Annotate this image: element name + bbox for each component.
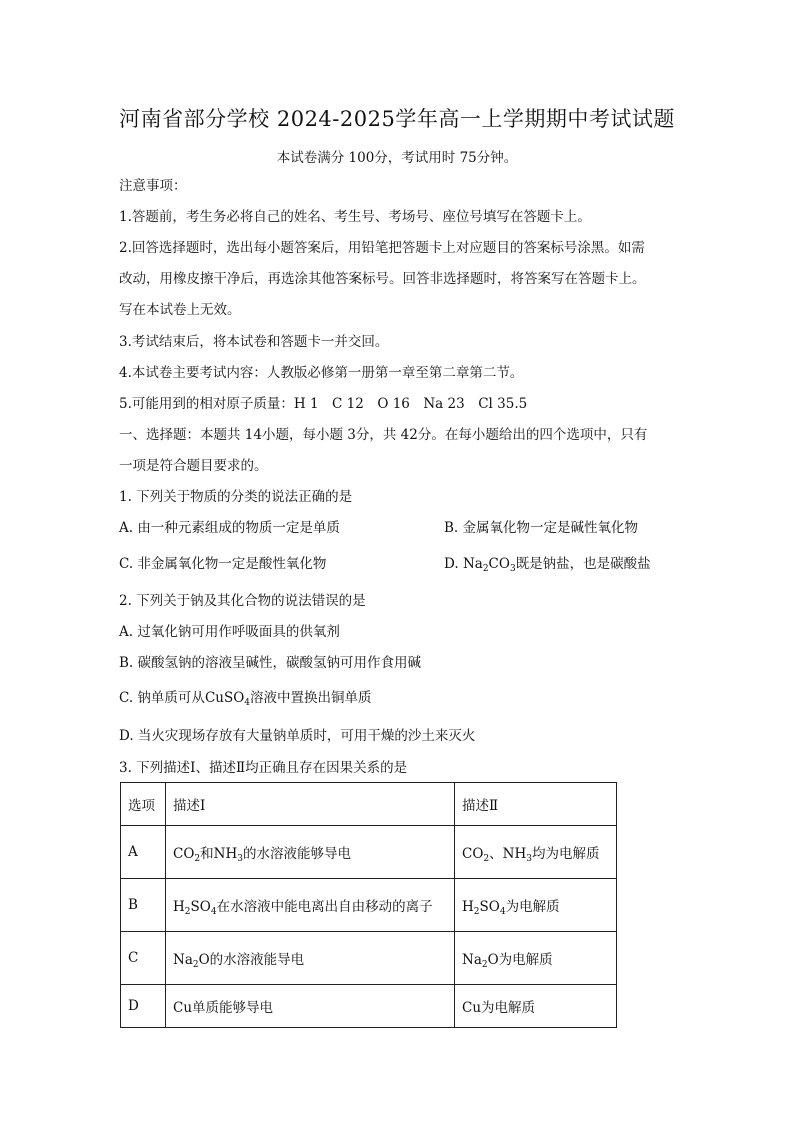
formula-subscript: 2 <box>481 960 488 970</box>
notice-item-3: 3.考试结束后，将本试卷和答题卡一并交回。 <box>119 334 389 350</box>
formula-subscript: 2 <box>184 907 191 917</box>
notice-item-2-line-2: 改动，用橡皮擦干净后，再选涂其他答案标号。回答非选择题时，将答案写在答题卡上。 <box>119 271 646 287</box>
option-d-label: D. <box>444 556 463 572</box>
formula-part: CO <box>462 846 484 862</box>
formula-subscript: 4 <box>210 907 217 917</box>
formula-subscript: 3 <box>509 564 516 574</box>
formula-part: CuSO <box>204 690 245 706</box>
row-description-2 <box>455 879 617 932</box>
row-option: D <box>121 985 166 1028</box>
row-option: A <box>121 826 166 879</box>
table-row <box>121 932 617 985</box>
formula-part: H <box>462 899 474 915</box>
formula-subscript: 2 <box>192 960 199 970</box>
notice-item-2-line-1: 2.回答选择题时，选出每小题答案后，用铅笔把答题卡上对应题目的答案标号涂黑。如需 <box>119 240 645 256</box>
row-description-1 <box>166 932 455 985</box>
option-d-text: 既是钠盐，也是碳酸盐 <box>515 556 651 572</box>
row-description-2 <box>455 932 617 985</box>
formula-subscript: 2 <box>482 564 489 574</box>
section-heading-line-1: 一、选择题：本题共 14小题，每小题 3分，共 42分。在每小题给出的四个选项中，只有 <box>119 427 648 443</box>
description-text: 在水溶液中能电离出自由移动的离子 <box>216 899 433 915</box>
formula-part: SO <box>479 899 500 915</box>
formula-part: Na <box>173 952 193 968</box>
description-text: O的水溶液能导电 <box>198 952 305 968</box>
description-text: 的水溶液能够导电 <box>242 846 351 862</box>
page-title: 河南省部分学校 2024-2025学年高一上学期期中考试试题 <box>119 107 675 131</box>
row-description-1: Cu单质能够导电 <box>166 985 455 1028</box>
formula-part: SO <box>190 899 211 915</box>
option-c-prefix: C. 钠单质可从 <box>119 690 205 706</box>
formula-part: H <box>173 899 185 915</box>
question-1-option-d <box>444 555 651 573</box>
formula-subscript: 2 <box>194 854 201 864</box>
table-header-row <box>121 783 617 826</box>
question-1-stem: 1. 下列关于物质的分类的说法正确的是 <box>119 489 353 505</box>
formula-subscript: 2 <box>473 907 480 917</box>
notice-heading: 注意事项： <box>119 178 187 194</box>
question-1-option-a: A. 由一种元素组成的物质一定是单质 <box>119 520 340 536</box>
header-description-1: 描述Ⅰ <box>166 783 455 826</box>
section-heading-line-2: 一项是符合题目要求的。 <box>119 458 268 474</box>
formula-part: CO <box>488 556 510 572</box>
formula-subscript: 3 <box>237 854 243 864</box>
formula-part: Na <box>462 952 482 968</box>
table-row <box>121 985 617 1028</box>
question-1-option-c: C. 非金属氧化物一定是酸性氧化物 <box>119 556 327 572</box>
question-1-option-b: B. 金属氧化物一定是碱性氧化物 <box>444 520 639 536</box>
formula-subscript: 4 <box>499 907 506 917</box>
question-2-option-a: A. 过氧化钠可用作呼吸面具的供氧剂 <box>119 624 340 640</box>
header-description-2: 描述Ⅱ <box>455 783 617 826</box>
row-description-2: Cu为电解质 <box>455 985 617 1028</box>
question-2-option-d: D. 当火灾现场存放有大量钠单质时，可用干燥的沙土来灭火 <box>119 728 476 744</box>
table-row <box>121 826 617 879</box>
question-3-stem: 3. 下列描述Ⅰ、描述Ⅱ均正确且存在因果关系的是 <box>119 760 408 776</box>
row-description-2 <box>455 826 617 879</box>
notice-item-2-line-3: 写在本试卷上无效。 <box>119 302 241 318</box>
formula-part: 、NH <box>489 846 527 862</box>
formula-part: 和NH <box>200 846 238 862</box>
notice-item-1: 1.答题前，考生务必将自己的姓名、考生号、考场号、座位号填写在答题卡上。 <box>119 209 591 225</box>
table-row <box>121 879 617 932</box>
row-description-1 <box>166 826 455 879</box>
question-2-option-b: B. 碳酸氢钠的溶液呈碱性，碳酸氢钠可用作食用碱 <box>119 655 422 671</box>
row-option: B <box>121 879 166 932</box>
formula-subscript: 2 <box>483 854 490 864</box>
description-text: O为电解质 <box>487 952 553 968</box>
formula-part: Na <box>462 556 483 572</box>
formula-subscript: 4 <box>244 698 251 708</box>
option-c-suffix: 溶液中置换出铜单质 <box>250 690 372 706</box>
question-2-option-c <box>119 689 679 707</box>
question-3-table <box>120 782 617 1028</box>
row-description-1 <box>166 879 455 932</box>
header-option: 选项 <box>121 783 166 826</box>
notice-item-4: 4.本试卷主要考试内容：人教版必修第一册第一章至第二章第二节。 <box>119 365 524 381</box>
question-2-stem: 2. 下列关于钠及其化合物的说法错误的是 <box>119 593 366 609</box>
row-option: C <box>121 932 166 985</box>
formula-subscript: 3 <box>526 854 532 864</box>
description-text: 为电解质 <box>505 899 560 915</box>
exam-info: 本试卷满分 100分，考试用时 75分钟。 <box>276 150 518 166</box>
notice-item-5: 5.可能用到的相对原子质量：H 1 C 12 O 16 Na 23 Cl 35.5 <box>119 396 528 412</box>
formula-part: CO <box>173 846 195 862</box>
description-text: 均为电解质 <box>531 846 600 862</box>
